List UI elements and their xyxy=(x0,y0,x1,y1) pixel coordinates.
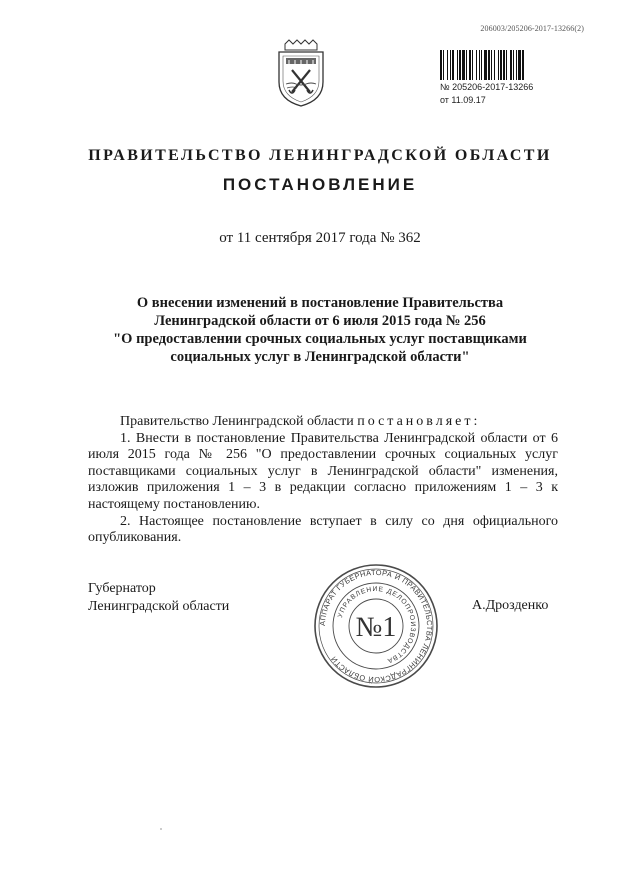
document-body xyxy=(88,414,558,547)
title-line: О внесении изменений в постановление Правительства xyxy=(136,295,504,311)
preamble-verb: постановляет: xyxy=(357,414,481,429)
government-heading: ПРАВИТЕЛЬСТВО ЛЕНИНГРАДСКОЙ ОБЛАСТИ xyxy=(88,147,552,164)
registration-number: № 205206-2017-13266 xyxy=(440,82,534,92)
title-line: Ленинградской области от 6 июля 2015 года № 256 xyxy=(154,313,486,329)
registration-date: от 11.09.17 xyxy=(440,95,486,105)
document-title xyxy=(90,294,550,366)
preamble xyxy=(88,414,558,431)
stamp-inner-text: УПРАВЛЕНИЕ ДЕЛОПРОИЗВОДСТВА xyxy=(337,585,417,665)
signer-role-line: Ленинградской области xyxy=(88,599,230,614)
stamp-ring-text: АППАРАТ ГУБЕРНАТОРА И ПРАВИТЕЛЬСТВА ЛЕНИНГРАДСКОЙ ОБЛАСТИ xyxy=(317,567,435,685)
signer-role xyxy=(88,580,229,616)
title-line: "О предоставлении срочных социальных услуг поставщиками xyxy=(113,331,527,347)
scan-code: 206003/205206-2017-13266(2) xyxy=(480,24,584,33)
signer-role-line: Губернатор xyxy=(88,581,156,596)
barcode-icon xyxy=(440,50,568,80)
document-type: ПОСТАНОВЛЕНИЕ xyxy=(222,175,418,194)
stamp-number: №1 xyxy=(355,612,397,643)
clause-1: 1. Внести в постановление Правительства Ленинградской области от 6 июля 2015 года № 256 "О предоставлении срочных социальных услуг поставщиками социальных услуг в Ленинградской области" изменения, изложив приложения 1 – 3 в редакции согласно приложениям 1 – 3 к настоящему постановлению. xyxy=(88,430,558,512)
signer-name: А.Дрозденко xyxy=(472,598,549,613)
preamble-text: Правительство Ленинградской области xyxy=(120,414,358,429)
document-date: от 11 сентября 2017 года № 362 xyxy=(219,230,421,246)
clause-2: 2. Настоящее постановление вступает в силу со дня официального опубликования. xyxy=(88,513,558,546)
scan-artifact xyxy=(160,828,162,830)
coat-of-arms-icon xyxy=(275,38,327,108)
title-line: социальных услуг в Ленинградской области" xyxy=(170,349,470,365)
official-stamp-icon xyxy=(312,562,440,690)
